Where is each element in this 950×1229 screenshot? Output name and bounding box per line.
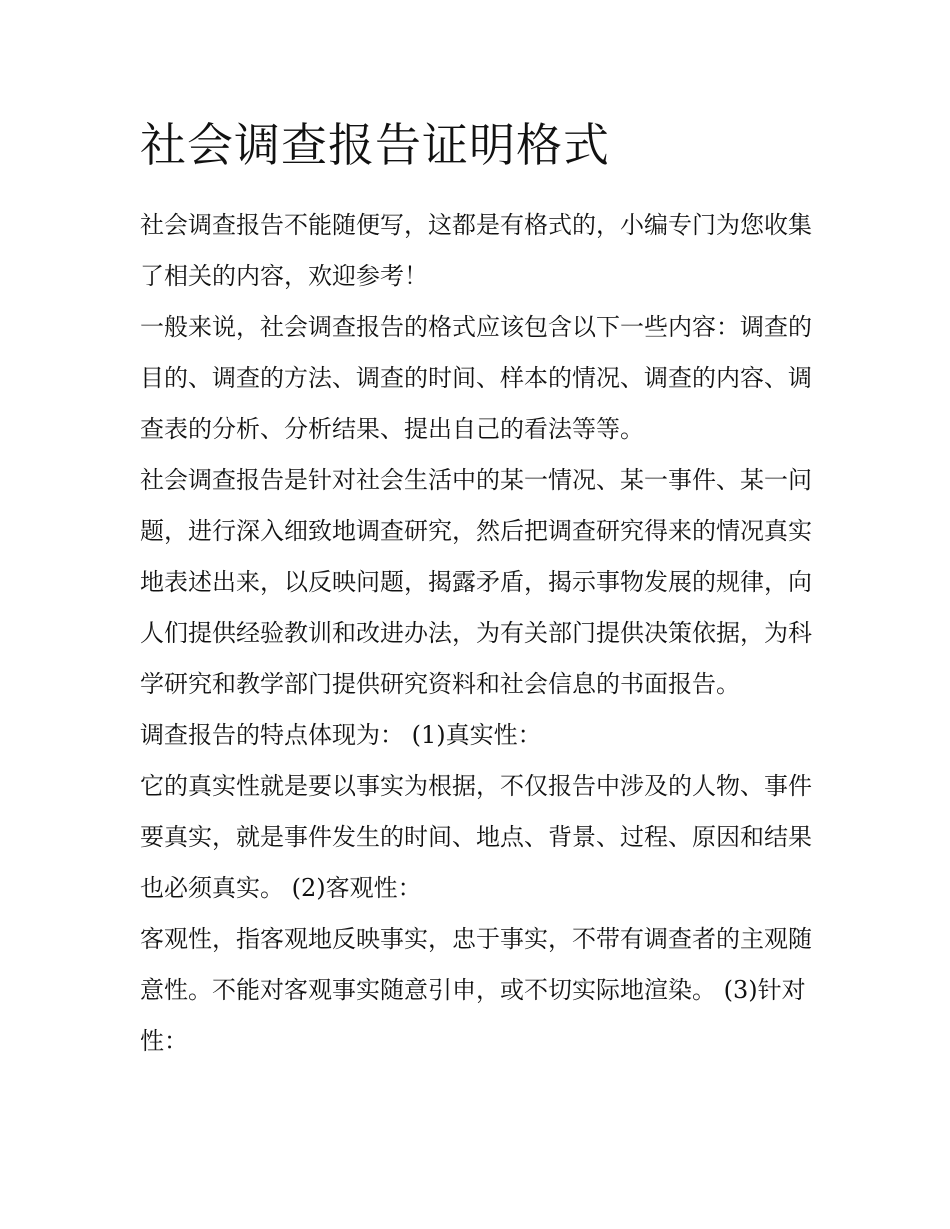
paragraph-intro: 社会调查报告不能随便写，这都是有格式的，小编专门为您收集了相关的内容，欢迎参考！ — [140, 211, 812, 290]
document-body — [140, 112, 820, 1067]
paragraph-truthfulness: 它的真实性就是要以事实为根据，不仅报告中涉及的人物、事件要真实，就是事件发生的时间、地点、背景、过程、原因和结果也必须真实。 (2)客观性： — [140, 772, 812, 902]
document-title: 社会调查报告证明格式 — [140, 118, 610, 172]
paragraph-objectivity: 客观性，指客观地反映事实，忠于事实，不带有调查者的主观随意性。不能对客观事实随意引申，或不切实际地渲染。 (3)针对性： — [140, 925, 812, 1055]
paragraph-format-contents: 一般来说，社会调查报告的格式应该包含以下一些内容：调查的目的、调查的方法、调查的时间、样本的情况、调查的内容、调查表的分析、分析结果、提出自己的看法等等。 — [140, 313, 812, 443]
paragraph-features-heading: 调查报告的特点体现为： (1)真实性： — [140, 721, 542, 749]
paragraph-definition: 社会调查报告是针对社会生活中的某一情况、某一事件、某一问题，进行深入细致地调查研究，然后把调查研究得来的情况真实地表述出来，以反映问题，揭露矛盾，揭示事物发展的规律，向人们提供经验教训和改进办法，为有关部门提供决策依据，为科学研究和教学部门提供研究资料和社会信息的书面报告。 — [140, 466, 812, 698]
